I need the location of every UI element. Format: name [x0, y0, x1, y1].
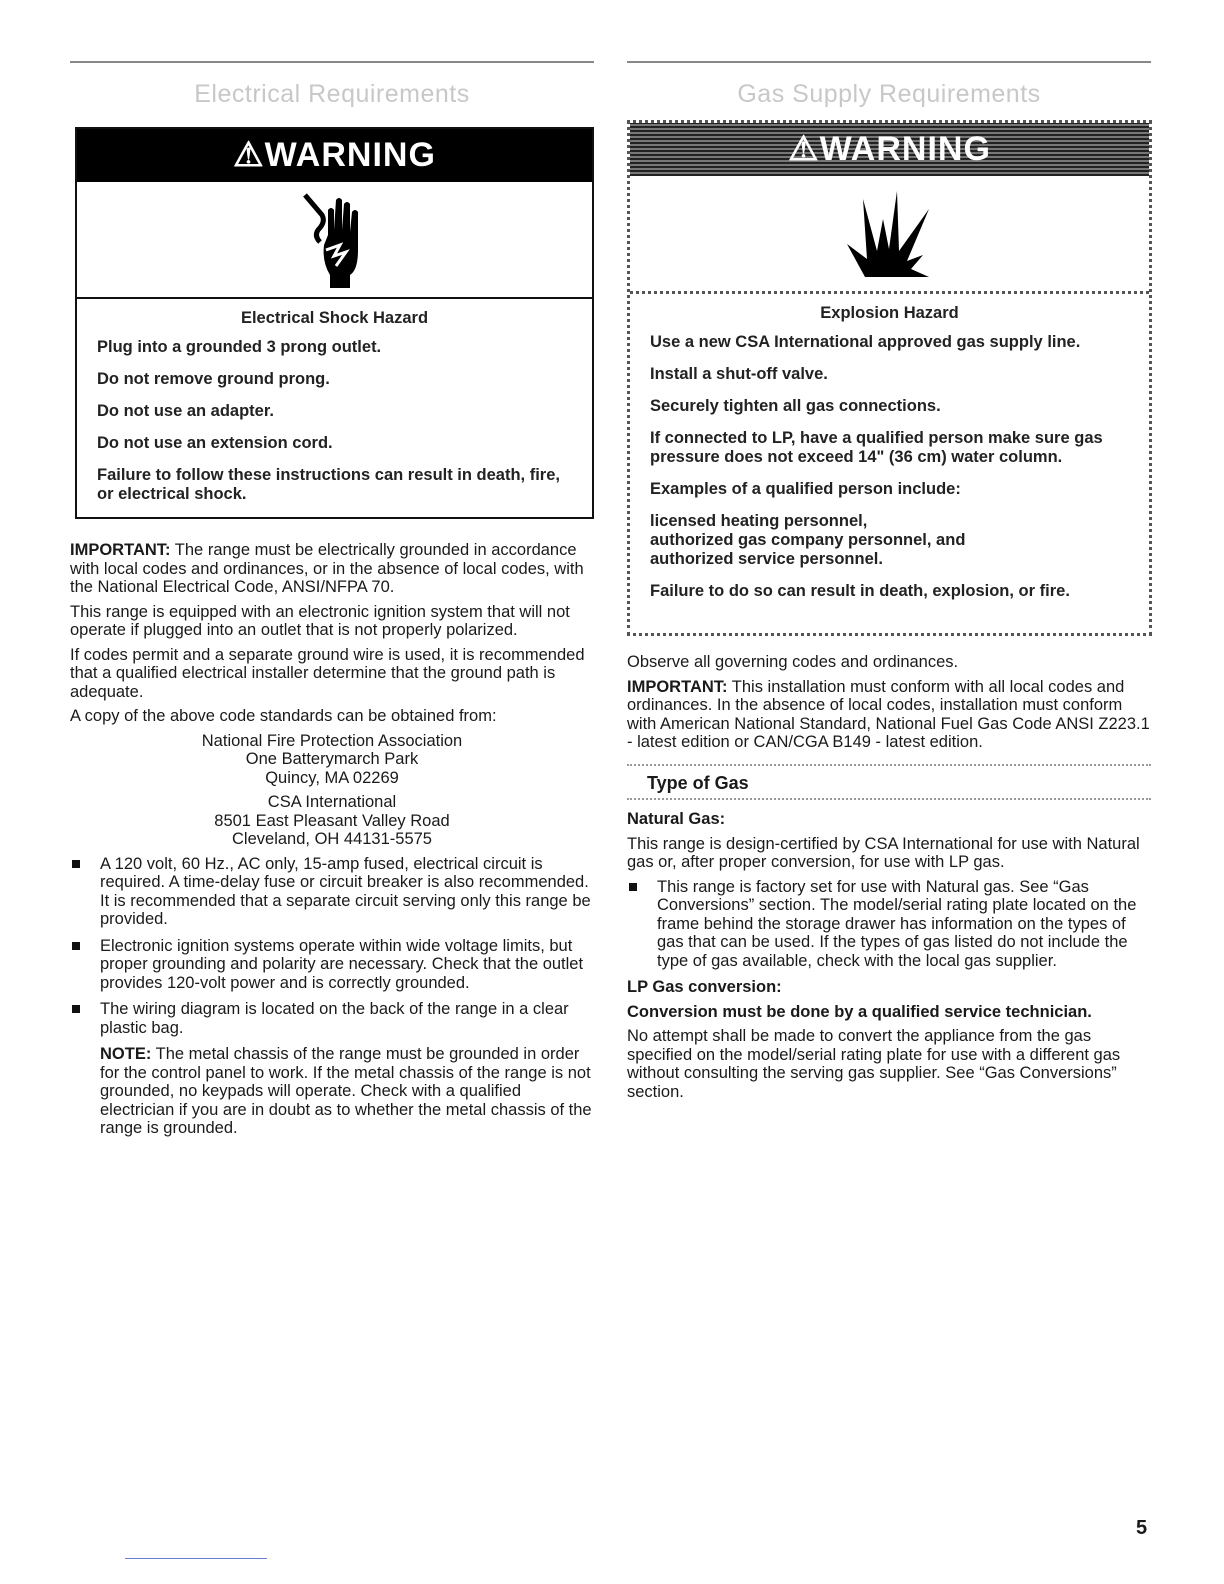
warning-line: Do not use an adapter.: [97, 402, 274, 420]
warning-line: Use a new CSA International approved gas supply line.: [650, 333, 1081, 351]
warning-line: Do not use an extension cord.: [97, 434, 333, 452]
electrical-body: [70, 541, 594, 1144]
examples-list: licensed heating personnel, authorized gas company personnel, and authorized service personnel.: [650, 512, 966, 568]
hazard-title: Explosion Hazard: [820, 304, 959, 322]
paragraph: A copy of the above code standards can be obtained from:: [70, 707, 497, 725]
note-paragraph: NOTE: The metal chassis of the range must be grounded in order for the control panel to work. If the metal chassis of the range is not grounded, no keypads will operate. Check with a qualified electrician if you are in doubt as to whether the metal chassis of the range is grounded.: [100, 1045, 592, 1137]
divider: [627, 61, 1151, 63]
address-nfpa: National Fire Protection Association One Batterymarch Park Quincy, MA 02269: [201, 731, 463, 787]
type-of-gas-heading: Type of Gas: [647, 772, 749, 793]
paragraph: No attempt shall be made to convert the appliance from the gas specified on the model/serial rating plate for use with a different gas without consulting the serving gas supplier. See “Gas Conversions” section.: [627, 1027, 1121, 1101]
hazard-title: Electrical Shock Hazard: [240, 309, 429, 327]
paragraph: This range is equipped with an electronic ignition system that will not operate if plugged into an outlet that is not properly polarized.: [70, 602, 570, 639]
list-item: A 120 volt, 60 Hz., AC only, 15-amp fused, electrical circuit is required. A time-delay fuse or circuit breaker is also recommended. It is recommended that a separate circuit serving only this range be provided.: [70, 855, 594, 929]
address-csa: CSA International 8501 East Pleasant Valley Road Cleveland, OH 44131-5575: [214, 793, 450, 848]
requirements-list: [70, 855, 594, 1038]
warning-triangle-icon: ⚠: [233, 136, 265, 174]
divider: [627, 798, 1151, 800]
electrical-shock-hand-icon: [77, 182, 592, 299]
warning-line: Failure to do so can result in death, explosion, or fire.: [650, 582, 1070, 600]
electrical-warning-box: [75, 127, 594, 519]
warning-header: ⚠WARNING: [77, 129, 592, 182]
warning-line: Do not remove ground prong.: [97, 370, 330, 388]
lp-gas-bold-note: Conversion must be done by a qualified service technician.: [627, 1002, 1092, 1021]
list-item: This range is factory set for use with Natural gas. See “Gas Conversions” section. The model/serial rating plate located on the frame behind the storage drawer has information on the types of gas that can be used. If the types of gas listed do not include the type of gas available, check with the local gas supplier.: [627, 878, 1151, 971]
important-paragraph: IMPORTANT: The range must be electrically grounded in accordance with local codes and ordinances, or in the absence of local codes, with the National Electrical Code, ANSI/NFPA 70.: [70, 541, 584, 596]
warning-line: Failure to follow these instructions can result in death, fire, or electrical shock.: [97, 466, 560, 503]
paragraph: Observe all governing codes and ordinances.: [627, 653, 959, 671]
warning-line: Securely tighten all gas connections.: [650, 397, 941, 415]
warning-line: Install a shut-off valve.: [650, 365, 828, 383]
important-paragraph: IMPORTANT: This installation must conform with all local codes and ordinances. In the absence of local codes, installation must conform with American National Standard, National Fuel Gas Code ANSI Z223.1 - latest edition or CAN/CGA B149 - latest edition.: [627, 677, 1150, 751]
list-item: The wiring diagram is located on the back of the range in a clear plastic bag.: [70, 1000, 594, 1037]
warning-line: If connected to LP, have a qualified person make sure gas pressure does not exceed 14" (36 cm) water column.: [650, 429, 1103, 466]
section-title-gas: Gas Supply Requirements: [737, 80, 1041, 108]
natural-gas-list: [627, 878, 1151, 971]
gas-body: [627, 653, 1151, 1107]
lp-gas-heading: LP Gas conversion:: [627, 978, 782, 996]
warning-line: Plug into a grounded 3 prong outlet.: [97, 338, 382, 356]
footer-line: [125, 1558, 267, 1559]
warning-header: ⚠WARNING: [630, 123, 1149, 176]
page-number: 5: [1136, 1517, 1148, 1539]
paragraph: If codes permit and a separate ground wire is used, it is recommended that a qualified electrical installer determine that the ground path is adequate.: [70, 645, 585, 701]
warning-line: Examples of a qualified person include:: [650, 480, 961, 498]
natural-gas-heading: Natural Gas:: [627, 810, 726, 828]
gas-warning-box: [627, 120, 1152, 636]
paragraph: This range is design-certified by CSA International for use with Natural gas or, after proper conversion, for use with LP gas.: [627, 834, 1140, 871]
list-item: Electronic ignition systems operate within wide voltage limits, but proper grounding and polarity are necessary. Check that the outlet provides 120-volt power and is correctly grounded.: [70, 937, 594, 993]
warning-triangle-icon: ⚠: [788, 130, 820, 168]
divider: [70, 61, 594, 63]
explosion-icon: [630, 176, 1149, 294]
section-title-electrical: Electrical Requirements: [194, 80, 470, 108]
